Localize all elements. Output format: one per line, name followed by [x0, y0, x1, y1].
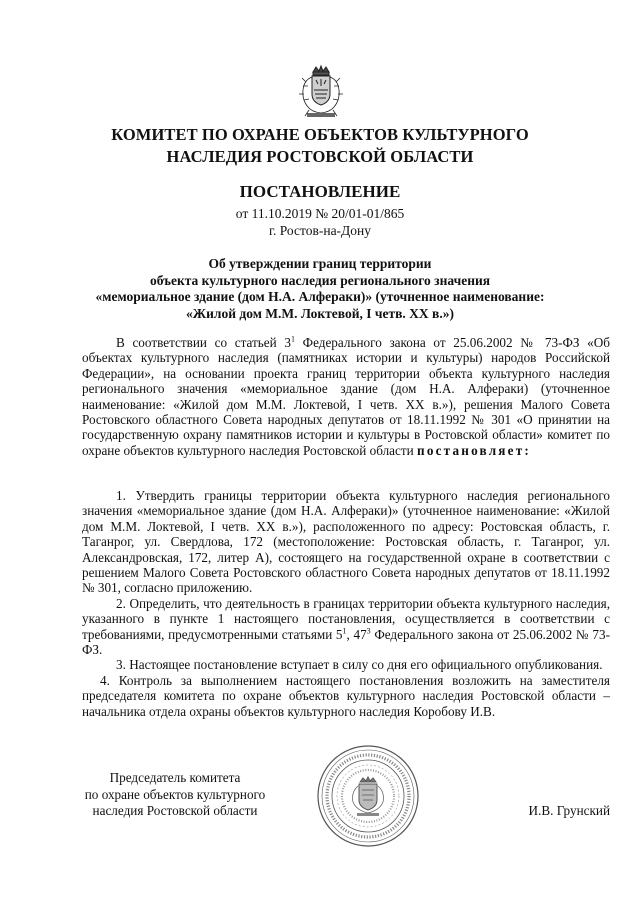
- document-type: ПОСТАНОВЛЕНИЕ: [239, 182, 401, 201]
- decree-item-4: 4. Контроль за выполнением настоящего постановления возложить на заместителя председателя комитета по охране объектов культурного наследия Ростовской области – начальника отдела охраны объектов культурного наследия Коробову И.В.: [82, 672, 610, 719]
- subject-line1: Об утверждении границ территории: [208, 256, 432, 271]
- item2-text-middle: , 47: [346, 626, 367, 642]
- signatory-position: [80, 770, 270, 820]
- signatory-position-line1: Председатель комитета: [109, 770, 241, 785]
- committee-name-line2: НАСЛЕДИЯ РОСТОВСКОЙ ОБЛАСТИ: [166, 147, 474, 166]
- item2-text-end: Федерального закона от 25.06.2002 № 73-ФЗ.: [82, 626, 611, 658]
- preamble: [82, 335, 610, 458]
- rostov-region-coat-of-arms-icon: [298, 64, 344, 120]
- document-subject: [0, 256, 640, 322]
- article-superscript: 1: [342, 626, 347, 636]
- subject-line3: «мемориальное здание (дом Н.А. Алфераки)» (уточненное наименование:: [95, 289, 545, 304]
- signatory-name: И.В. Грунский: [528, 803, 610, 818]
- committee-name-line1: КОМИТЕТ ПО ОХРАНЕ ОБЪЕКТОВ КУЛЬТУРНОГО: [111, 125, 529, 144]
- decree-item-1: 1. Утвердить границы территории объекта культурного наследия регионального значения «мемориальное здание (дом Н.А. Алфераки)» (уточненное наименование: «Жилой дом М.М. Локтевой, I четв. XX в.»), расположенного по адресу: Ростовская область, г. Таганрог, ул. Свердлова, 172 (местоположение: Ростовская область, г. Таганрог, ул. Александровская, 172, литер А), состоящего на государственной охране в соответствии с решением Малого Совета Ростовского областного Совета народных депутатов от 18.11.1992 № 301, согласно приложению.: [82, 488, 610, 596]
- decree-item-3: 3. Настоящее постановление вступает в силу со дня его официального опубликования.: [116, 657, 603, 673]
- subject-line4: «Жилой дом М.М. Локтевой, I четв. XX в.»): [186, 305, 454, 321]
- article-superscript: 3: [366, 626, 371, 636]
- preamble-text-start: В соответствии со статьей 3: [116, 335, 291, 350]
- decree-word: постановляет:: [417, 442, 531, 458]
- decree-item-2: [82, 596, 610, 658]
- item2-text-start: 2. Определить, что деятельность в границах территории объекта культурного наследия, указанного в пункте 1 настоящего постановления, осуществляется в соответствии с требованиями, предусмотренными статьями 5: [82, 595, 610, 642]
- decree-items: [82, 488, 610, 719]
- committee-name: [0, 124, 640, 168]
- official-round-seal-icon: [316, 744, 420, 848]
- preamble-paragraph: [82, 335, 610, 458]
- preamble-text-main: Федерального закона от 25.06.2002 № 73-ФЗ «Об объектах культурного наследия (памятниках истории и культуры) народов Российской Федерации», на основании проекта границ территории объекта культурного наследия регионального значения «мемориальное здание (дом Н.А. Алфераки) (уточненное наименование: «Жилой дом М.М. Локтевой, I четв. XX в.»), решения Малого Совета Ростовского областного Совета народных депутатов от 18.11.1992 № 301 «О принятии на государственную охрану памятников истории и культуры в Ростовской области» комитет по охране объектов культурного наследия Ростовской области: [82, 335, 610, 458]
- document-date-number: от 11.10.2019 № 20/01-01/865: [235, 206, 405, 221]
- document-city: г. Ростов-на-Дону: [268, 223, 371, 238]
- article-superscript: 1: [290, 334, 295, 344]
- signatory-position-line2: по охране объектов культурного: [84, 786, 266, 802]
- subject-line2: объекта культурного наследия регионального значения: [149, 272, 491, 288]
- signatory-position-line3: наследия Ростовской области: [92, 803, 258, 818]
